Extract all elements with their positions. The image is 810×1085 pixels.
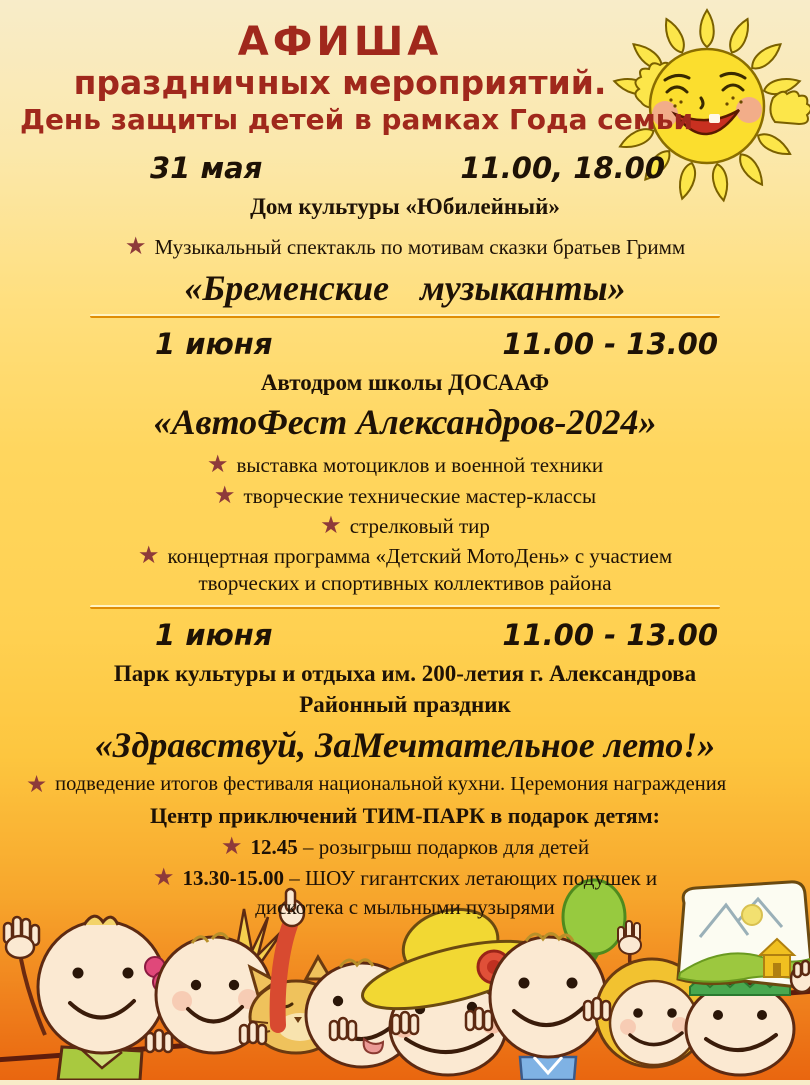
section2-time: 11.00 - 13.00	[502, 326, 718, 361]
section-divider	[90, 314, 720, 318]
section3-subtitle: Районный праздник	[299, 691, 511, 717]
section3-gift-line: Центр приключений ТИМ-ПАРК в подарок детям:	[150, 803, 660, 829]
item1-time: 12.45	[250, 834, 298, 859]
section2-date: 1 июня	[155, 326, 273, 361]
section1-time: 11.00, 18.00	[460, 150, 665, 185]
item2-text: – ШОУ гигантских летающих подушек и	[289, 866, 658, 891]
section3-daterow	[0, 620, 810, 652]
bullet-text: стрелковый тир	[349, 513, 490, 538]
section3-item1	[0, 832, 810, 861]
star-icon: ★	[213, 480, 236, 509]
poster-tagline: День защиты детей в рамках Года семьи	[20, 102, 694, 136]
star-icon: ★	[137, 541, 160, 570]
section1-note	[0, 231, 810, 261]
section2-venue: Автодром школы ДОСААФ	[260, 369, 550, 395]
star-icon: ★	[124, 232, 147, 261]
section3-bullet1	[0, 769, 810, 799]
section2-bullet1	[0, 449, 810, 479]
section2-bullet3	[0, 510, 810, 540]
bullet-text: подведение итогов фестиваля национальной кухни. Церемония награждения	[55, 772, 727, 795]
poster-subtitle: праздничных мероприятий.	[73, 63, 607, 102]
section2-bullet2	[0, 480, 810, 510]
section2-daterow	[0, 326, 810, 361]
bullet-text: выставка мотоциклов и военной техники	[236, 453, 604, 478]
star-icon: ★	[220, 831, 243, 860]
poster-title: АФИША	[237, 19, 443, 65]
section1-venue: Дом культуры «Юбилейный»	[250, 193, 560, 219]
bullet-text: творческие технические мастер-классы	[243, 483, 597, 508]
section-divider	[90, 605, 720, 609]
section3-time: 11.00 - 13.00	[502, 618, 718, 653]
star-icon: ★	[206, 450, 229, 479]
section3-item2	[0, 863, 810, 892]
section3-item2-line2: дискотека с мыльными пузырями	[255, 894, 555, 919]
star-icon: ★	[26, 769, 48, 798]
section1-note-text: Музыкальный спектакль по мотивам сказки братьев Гримм	[154, 235, 686, 260]
item1-text: – розыгрыш подарков для детей	[303, 834, 590, 859]
section2-bullet4	[0, 540, 810, 570]
item2-time: 13.30-15.00	[182, 866, 284, 891]
bullet-text: концертная программа «Детский МотоДень» с участием	[167, 544, 673, 569]
section2-event-title: «АвтоФест Александров-2024»	[153, 402, 657, 443]
section3-event-title: «Здравствуй, ЗаМечтательное лето!»	[94, 724, 716, 765]
poster-header	[0, 0, 810, 137]
star-icon: ★	[152, 863, 175, 892]
section1-daterow	[0, 150, 810, 185]
section3-date: 1 июня	[155, 618, 273, 653]
star-icon: ★	[320, 510, 342, 539]
section1-event-title: «Бременские музыканты»	[184, 267, 626, 308]
section1-date: 31 мая	[150, 150, 263, 185]
section3-venue: Парк культуры и отдыха им. 200-летия г. Александрова	[113, 661, 697, 687]
section2-bullet4-line2: творческих и спортивных коллективов района	[198, 571, 612, 596]
